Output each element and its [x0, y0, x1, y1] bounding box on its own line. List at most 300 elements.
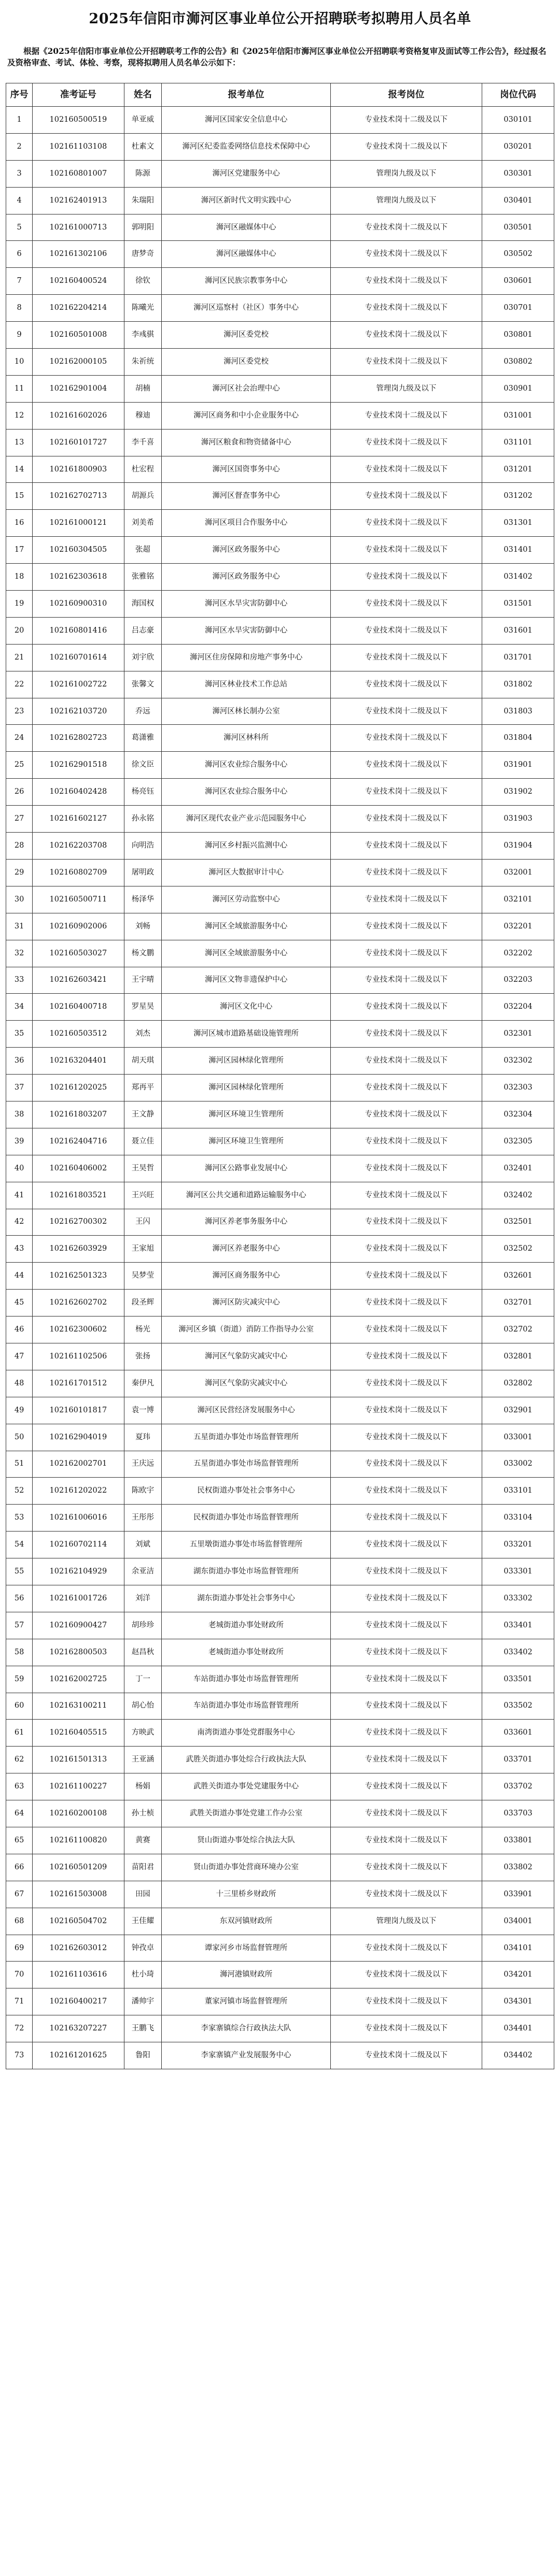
header-code: 岗位代码: [482, 83, 554, 107]
cell-exam-id: 102160101727: [33, 429, 124, 456]
cell-no: 5: [6, 214, 33, 241]
cell-no: 49: [6, 1397, 33, 1424]
table-row: [6, 1612, 554, 1639]
cell-unit: 浉河区全域旅游服务中心: [162, 913, 330, 940]
cell-no: 34: [6, 994, 33, 1021]
table-row: [6, 1343, 554, 1370]
cell-post: 专业技术岗十二级及以下: [330, 1720, 482, 1747]
cell-post: 专业技术岗十二级及以下: [330, 564, 482, 591]
table-row: [6, 1424, 554, 1451]
table-row: [6, 268, 554, 295]
cell-post: 专业技术岗十二级及以下: [330, 1182, 482, 1209]
cell-no: 41: [6, 1182, 33, 1209]
cell-exam-id: 102161202022: [33, 1478, 124, 1505]
cell-code: 030501: [482, 214, 554, 241]
cell-name: 李彧骐: [124, 322, 162, 349]
cell-no: 63: [6, 1773, 33, 1800]
cell-no: 65: [6, 1827, 33, 1854]
table-row: [6, 940, 554, 967]
cell-no: 48: [6, 1370, 33, 1397]
cell-code: 031501: [482, 591, 554, 618]
cell-exam-id: 102163100211: [33, 1693, 124, 1720]
cell-post: 专业技术岗十二级及以下: [330, 2015, 482, 2042]
cell-exam-id: 102160200108: [33, 1800, 124, 1827]
cell-no: 24: [6, 725, 33, 752]
cell-name: 张雅铭: [124, 564, 162, 591]
cell-exam-id: 102162602702: [33, 1290, 124, 1316]
table-row: [6, 671, 554, 698]
cell-name: 赵昌秋: [124, 1639, 162, 1666]
cell-no: 22: [6, 671, 33, 698]
cell-exam-id: 102162603421: [33, 967, 124, 994]
cell-unit: 浉河区商务和中小企业服务中心: [162, 402, 330, 429]
cell-post: 专业技术岗十二级及以下: [330, 1505, 482, 1532]
table-row: [6, 107, 554, 134]
cell-no: 47: [6, 1343, 33, 1370]
cell-unit: 浉河区乡村振兴监测中心: [162, 833, 330, 860]
table-row: [6, 1370, 554, 1397]
cell-exam-id: 102161602127: [33, 806, 124, 833]
cell-exam-id: 102162702713: [33, 483, 124, 510]
cell-name: 孙士桢: [124, 1800, 162, 1827]
table-row: [6, 1693, 554, 1720]
cell-no: 15: [6, 483, 33, 510]
cell-no: 42: [6, 1209, 33, 1236]
cell-unit: 车站街道办事处市场监督管理所: [162, 1693, 330, 1720]
cell-no: 57: [6, 1612, 33, 1639]
cell-unit: 浉河区督查事务中心: [162, 483, 330, 510]
table-row: [6, 1962, 554, 1988]
cell-exam-id: 102160405515: [33, 1720, 124, 1747]
cell-exam-id: 102161002722: [33, 671, 124, 698]
cell-post: 管理岗九级及以下: [330, 375, 482, 402]
cell-exam-id: 102160503512: [33, 1021, 124, 1048]
cell-exam-id: 102160400718: [33, 994, 124, 1021]
cell-post: 专业技术岗十二级及以下: [330, 322, 482, 349]
cell-post: 专业技术岗十二级及以下: [330, 1854, 482, 1881]
cell-name: 刘宇欣: [124, 644, 162, 671]
cell-unit: 民权街道办事处市场监督管理所: [162, 1505, 330, 1532]
cell-code: 034201: [482, 1962, 554, 1988]
cell-post: 专业技术岗十二级及以下: [330, 913, 482, 940]
cell-exam-id: 102160702114: [33, 1532, 124, 1558]
cell-post: 专业技术岗十二级及以下: [330, 1558, 482, 1585]
cell-unit: 浉河区防灾减灾中心: [162, 1290, 330, 1316]
cell-unit: 十三里桥乡财政所: [162, 1881, 330, 1908]
cell-code: 031301: [482, 510, 554, 537]
table-row: [6, 752, 554, 779]
cell-post: 管理岗九级及以下: [330, 187, 482, 214]
cell-no: 30: [6, 886, 33, 913]
cell-post: 专业技术岗十二级及以下: [330, 1209, 482, 1236]
cell-unit: 浉河区粮食和物资储备中心: [162, 429, 330, 456]
cell-exam-id: 102160400217: [33, 1988, 124, 2015]
cell-no: 71: [6, 1988, 33, 2015]
cell-post: 专业技术岗十二级及以下: [330, 644, 482, 671]
cell-name: 陈曦光: [124, 295, 162, 322]
table-row: [6, 1290, 554, 1316]
cell-post: 专业技术岗十二级及以下: [330, 1048, 482, 1075]
table-row: [6, 295, 554, 322]
cell-post: 专业技术岗十二级及以下: [330, 1075, 482, 1101]
cell-exam-id: 102161503008: [33, 1881, 124, 1908]
cell-unit: 浉河区气象防灾减灾中心: [162, 1370, 330, 1397]
cell-code: 033001: [482, 1424, 554, 1451]
table-row: [6, 429, 554, 456]
table-row: [6, 1236, 554, 1263]
cell-no: 32: [6, 940, 33, 967]
cell-exam-id: 102161701512: [33, 1370, 124, 1397]
cell-post: 专业技术岗十二级及以下: [330, 429, 482, 456]
cell-code: 031803: [482, 698, 554, 725]
cell-code: 030802: [482, 349, 554, 376]
cell-post: 专业技术岗十二级及以下: [330, 1800, 482, 1827]
cell-no: 33: [6, 967, 33, 994]
cell-name: 张超: [124, 537, 162, 564]
cell-exam-id: 102160503027: [33, 940, 124, 967]
cell-code: 032501: [482, 1209, 554, 1236]
cell-post: 专业技术岗十二级及以下: [330, 1532, 482, 1558]
cell-unit: 谭家河乡市场监督管理所: [162, 1935, 330, 1962]
table-row: [6, 886, 554, 913]
table-row: [6, 591, 554, 618]
cell-code: 033501: [482, 1666, 554, 1693]
table-row: [6, 1397, 554, 1424]
table-row: [6, 402, 554, 429]
cell-exam-id: 102162404716: [33, 1128, 124, 1155]
cell-unit: 浉河区劳动监察中心: [162, 886, 330, 913]
cell-unit: 浉河区巡察村（社区）事务中心: [162, 295, 330, 322]
cell-name: 穆迪: [124, 402, 162, 429]
cell-post: 专业技术岗十二级及以下: [330, 107, 482, 134]
cell-exam-id: 102160304505: [33, 537, 124, 564]
table-row: [6, 779, 554, 806]
cell-no: 18: [6, 564, 33, 591]
cell-exam-id: 102160801007: [33, 160, 124, 187]
cell-post: 专业技术岗十二级及以下: [330, 1773, 482, 1800]
cell-name: 胡楠: [124, 375, 162, 402]
cell-name: 海国权: [124, 591, 162, 618]
table-header-row: [6, 83, 554, 107]
cell-exam-id: 102160501008: [33, 322, 124, 349]
cell-post: 管理岗九级及以下: [330, 1908, 482, 1935]
cell-no: 26: [6, 779, 33, 806]
cell-exam-id: 102161501313: [33, 1747, 124, 1773]
cell-exam-id: 102161803521: [33, 1182, 124, 1209]
cell-code: 033801: [482, 1827, 554, 1854]
cell-unit: 湖东街道办事处市场监督管理所: [162, 1558, 330, 1585]
cell-post: 专业技术岗十二级及以下: [330, 1639, 482, 1666]
cell-no: 38: [6, 1101, 33, 1128]
cell-post: 专业技术岗十二级及以下: [330, 402, 482, 429]
cell-code: 031101: [482, 429, 554, 456]
table-row: [6, 1182, 554, 1209]
cell-post: 专业技术岗十二级及以下: [330, 214, 482, 241]
cell-post: 专业技术岗十二级及以下: [330, 994, 482, 1021]
cell-exam-id: 102160900427: [33, 1612, 124, 1639]
cell-name: 王文静: [124, 1101, 162, 1128]
cell-unit: 东双河镇财政所: [162, 1908, 330, 1935]
cell-no: 44: [6, 1263, 33, 1290]
cell-name: 杨泽华: [124, 886, 162, 913]
cell-no: 19: [6, 591, 33, 618]
table-row: [6, 510, 554, 537]
cell-unit: 浉河区气象防灾减灾中心: [162, 1343, 330, 1370]
cell-name: 向明浩: [124, 833, 162, 860]
cell-exam-id: 102161803207: [33, 1101, 124, 1128]
cell-name: 余亚洁: [124, 1558, 162, 1585]
table-row: [6, 833, 554, 860]
table-row: [6, 1639, 554, 1666]
cell-no: 3: [6, 160, 33, 187]
cell-post: 专业技术岗十二级及以下: [330, 1343, 482, 1370]
table-row: [6, 1773, 554, 1800]
cell-no: 4: [6, 187, 33, 214]
cell-post: 专业技术岗十二级及以下: [330, 1478, 482, 1505]
cell-no: 6: [6, 241, 33, 268]
table-row: [6, 2042, 554, 2069]
cell-exam-id: 102161103108: [33, 133, 124, 160]
cell-name: 段圣辉: [124, 1290, 162, 1316]
table-row: [6, 1827, 554, 1854]
cell-post: 专业技术岗十二级及以下: [330, 859, 482, 886]
table-row: [6, 859, 554, 886]
cell-no: 70: [6, 1962, 33, 1988]
intro-paragraph: 根据《2025年信阳市事业单位公开招聘联考工作的公告》和《2025年信阳市浉河区事业单位公开招聘联考资格复审及面试等工作公告》，经过报名及资格审查、考试、体检、考察，现将拟聘用人员名单公示如下：: [7, 46, 547, 67]
cell-code: 033402: [482, 1639, 554, 1666]
cell-unit: 老城街道办事处财政所: [162, 1612, 330, 1639]
cell-unit: 浉河区商务服务中心: [162, 1263, 330, 1290]
table-row: [6, 1988, 554, 2015]
cell-exam-id: 102160501209: [33, 1854, 124, 1881]
cell-unit: 南湾街道办事处党群服务中心: [162, 1720, 330, 1747]
cell-exam-id: 102162401913: [33, 187, 124, 214]
cell-no: 43: [6, 1236, 33, 1263]
cell-code: 033703: [482, 1800, 554, 1827]
cell-post: 专业技术岗十二级及以下: [330, 1424, 482, 1451]
table-row: [6, 187, 554, 214]
candidates-table: [6, 83, 554, 2069]
cell-post: 专业技术岗十二级及以下: [330, 806, 482, 833]
cell-no: 31: [6, 913, 33, 940]
cell-name: 朱祈统: [124, 349, 162, 376]
cell-code: 030901: [482, 375, 554, 402]
table-row: [6, 994, 554, 1021]
cell-code: 031902: [482, 779, 554, 806]
cell-exam-id: 102160500711: [33, 886, 124, 913]
cell-post: 专业技术岗十二级及以下: [330, 1988, 482, 2015]
cell-no: 72: [6, 2015, 33, 2042]
cell-exam-id: 102161302106: [33, 241, 124, 268]
cell-unit: 浉河区国家安全信息中心: [162, 107, 330, 134]
cell-code: 032203: [482, 967, 554, 994]
cell-unit: 浉河区政务服务中心: [162, 564, 330, 591]
cell-exam-id: 102162204214: [33, 295, 124, 322]
cell-exam-id: 102160801416: [33, 617, 124, 644]
cell-no: 68: [6, 1908, 33, 1935]
cell-exam-id: 102163207227: [33, 2015, 124, 2042]
cell-name: 郑再平: [124, 1075, 162, 1101]
table-row: [6, 1800, 554, 1827]
cell-code: 032802: [482, 1370, 554, 1397]
cell-name: 王庆远: [124, 1451, 162, 1478]
cell-post: 专业技术岗十二级及以下: [330, 1747, 482, 1773]
cell-code: 033901: [482, 1881, 554, 1908]
table-row: [6, 241, 554, 268]
cell-name: 孙永铭: [124, 806, 162, 833]
table-row: [6, 1935, 554, 1962]
cell-exam-id: 102161800903: [33, 456, 124, 483]
cell-unit: 浉河区园林绿化管理所: [162, 1048, 330, 1075]
cell-unit: 车站街道办事处市场监督管理所: [162, 1666, 330, 1693]
table-row: [6, 1155, 554, 1182]
cell-unit: 浉河区园林绿化管理所: [162, 1075, 330, 1101]
cell-name: 王宇晴: [124, 967, 162, 994]
table-row: [6, 1720, 554, 1747]
cell-no: 73: [6, 2042, 33, 2069]
header-unit: 报考单位: [162, 83, 330, 107]
cell-name: 鲁阳: [124, 2042, 162, 2069]
cell-exam-id: 102160402428: [33, 779, 124, 806]
cell-name: 胡源兵: [124, 483, 162, 510]
cell-code: 032302: [482, 1048, 554, 1075]
cell-unit: 浉河区党建服务中心: [162, 160, 330, 187]
cell-exam-id: 102161201625: [33, 2042, 124, 2069]
cell-name: 张扬: [124, 1343, 162, 1370]
cell-post: 专业技术岗十二级及以下: [330, 1155, 482, 1182]
cell-exam-id: 102160802709: [33, 859, 124, 886]
cell-name: 李千喜: [124, 429, 162, 456]
cell-exam-id: 102162901004: [33, 375, 124, 402]
cell-unit: 浉河区大数据审计中心: [162, 859, 330, 886]
cell-code: 033104: [482, 1505, 554, 1532]
cell-name: 潘帅宇: [124, 1988, 162, 2015]
cell-name: 郭明阳: [124, 214, 162, 241]
cell-post: 专业技术岗十二级及以下: [330, 1935, 482, 1962]
cell-no: 16: [6, 510, 33, 537]
cell-post: 专业技术岗十二级及以下: [330, 1101, 482, 1128]
cell-unit: 浉河区新时代文明实践中心: [162, 187, 330, 214]
cell-unit: 浉河港镇财政所: [162, 1962, 330, 1988]
cell-no: 67: [6, 1881, 33, 1908]
table-row: [6, 1747, 554, 1773]
cell-no: 40: [6, 1155, 33, 1182]
cell-code: 031201: [482, 456, 554, 483]
cell-unit: 浉河区林长制办公室: [162, 698, 330, 725]
cell-unit: 浉河区农业综合服务中心: [162, 752, 330, 779]
cell-exam-id: 102162901518: [33, 752, 124, 779]
cell-name: 胡珍珍: [124, 1612, 162, 1639]
cell-exam-id: 102160900310: [33, 591, 124, 618]
cell-no: 17: [6, 537, 33, 564]
cell-unit: 浉河区文化中心: [162, 994, 330, 1021]
cell-name: 杜素文: [124, 133, 162, 160]
cell-exam-id: 102160504702: [33, 1908, 124, 1935]
table-row: [6, 1585, 554, 1612]
cell-unit: 浉河区城市道路基础设施管理所: [162, 1021, 330, 1048]
cell-post: 专业技术岗十二级及以下: [330, 1128, 482, 1155]
cell-no: 14: [6, 456, 33, 483]
cell-no: 56: [6, 1585, 33, 1612]
table-row: [6, 1881, 554, 1908]
cell-name: 钟孜卓: [124, 1935, 162, 1962]
cell-post: 专业技术岗十二级及以下: [330, 617, 482, 644]
header-post: 报考岗位: [330, 83, 482, 107]
cell-code: 030101: [482, 107, 554, 134]
table-row: [6, 1101, 554, 1128]
cell-name: 王家旭: [124, 1236, 162, 1263]
cell-no: 11: [6, 375, 33, 402]
cell-exam-id: 102162501323: [33, 1263, 124, 1290]
cell-post: 专业技术岗十二级及以下: [330, 2042, 482, 2069]
cell-exam-id: 102161001726: [33, 1585, 124, 1612]
cell-name: 方映武: [124, 1720, 162, 1747]
table-row: [6, 322, 554, 349]
cell-unit: 浉河区乡镇（街道）消防工作指导办公室: [162, 1316, 330, 1343]
cell-unit: 武胜关街道办事处党建工作办公室: [162, 1800, 330, 1827]
cell-post: 专业技术岗十二级及以下: [330, 1021, 482, 1048]
cell-code: 033702: [482, 1773, 554, 1800]
cell-code: 032301: [482, 1021, 554, 1048]
cell-unit: 五星街道办事处市场监督管理所: [162, 1451, 330, 1478]
cell-unit: 浉河区现代农业产业示范园服务中心: [162, 806, 330, 833]
cell-code: 034101: [482, 1935, 554, 1962]
cell-code: 030401: [482, 187, 554, 214]
cell-exam-id: 102160701614: [33, 644, 124, 671]
cell-exam-id: 102162104929: [33, 1558, 124, 1585]
cell-name: 杨娟: [124, 1773, 162, 1800]
cell-code: 032801: [482, 1343, 554, 1370]
cell-no: 54: [6, 1532, 33, 1558]
table-row: [6, 1209, 554, 1236]
table-row: [6, 564, 554, 591]
cell-no: 13: [6, 429, 33, 456]
cell-no: 2: [6, 133, 33, 160]
cell-unit: 浉河区纪委监委网络信息技术保障中心: [162, 133, 330, 160]
cell-name: 陈源: [124, 160, 162, 187]
cell-unit: 老城街道办事处财政所: [162, 1639, 330, 1666]
cell-code: 032305: [482, 1128, 554, 1155]
table-row: [6, 1316, 554, 1343]
cell-post: 专业技术岗十二级及以下: [330, 1236, 482, 1263]
table-row: [6, 1854, 554, 1881]
cell-exam-id: 102162904019: [33, 1424, 124, 1451]
cell-code: 032502: [482, 1236, 554, 1263]
cell-no: 46: [6, 1316, 33, 1343]
cell-post: 专业技术岗十二级及以下: [330, 1666, 482, 1693]
cell-name: 屠明政: [124, 859, 162, 886]
cell-unit: 浉河区国资事务中心: [162, 456, 330, 483]
cell-name: 乔远: [124, 698, 162, 725]
cell-no: 59: [6, 1666, 33, 1693]
cell-post: 专业技术岗十二级及以下: [330, 241, 482, 268]
cell-unit: 浉河区社会治理中心: [162, 375, 330, 402]
table-row: [6, 160, 554, 187]
cell-name: 杜小琦: [124, 1962, 162, 1988]
header-exam-id: 准考证号: [33, 83, 124, 107]
cell-code: 031401: [482, 537, 554, 564]
cell-unit: 民权街道办事处社会事务中心: [162, 1478, 330, 1505]
cell-name: 徐钦: [124, 268, 162, 295]
cell-code: 030502: [482, 241, 554, 268]
cell-post: 管理岗九级及以下: [330, 160, 482, 187]
cell-exam-id: 102162203708: [33, 833, 124, 860]
cell-no: 39: [6, 1128, 33, 1155]
table-row: [6, 214, 554, 241]
cell-post: 专业技术岗十二级及以下: [330, 1451, 482, 1478]
cell-code: 032204: [482, 994, 554, 1021]
cell-unit: 李家寨镇综合行政执法大队: [162, 2015, 330, 2042]
